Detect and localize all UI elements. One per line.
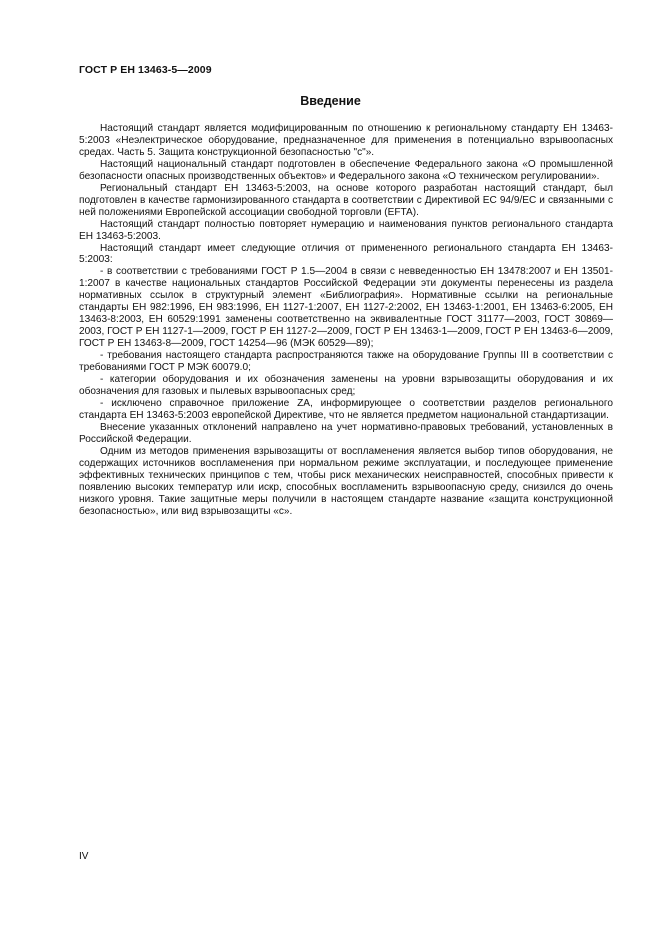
list-item: - категории оборудования и их обозначения заменены на уровни взрывозащиты оборудования и их обозначения для газовых и пылевых взрывоопасных сред; — [79, 374, 613, 397]
document-code: ГОСТ Р ЕН 13463-5—2009 — [79, 64, 212, 76]
paragraph: Одним из методов применения взрывозащиты от воспламенения является выбор типов оборудования, не содержащих источников воспламенения при нормальном режиме эксплуатации, и последующее применение эффективных технических принципов с тем, чтобы риск механических неисправностей, способных привести к появлению высоких температур или искр, способных воспламенить взрывоопасную среду, снизился до очень низкого уровня. Такие защитные меры получили в настоящем стандарте название «защита конструкционной безопасностью», или вид взрывозащиты «с». — [79, 445, 613, 517]
list-item: - в соответствии с требованиями ГОСТ Р 1.5—2004 в связи с невведенностью ЕН 13478:2007 и ЕН 13501-1:2007 в качестве национальных стандартов Российской Федерации эти документы перенесены из раздела нормативных ссылок в структурный элемент «Библиография». Нормативные ссылки на региональные стандарты ЕН 982:1996, ЕН 983:1996, ЕН 1127-1:2007, ЕН 1127-2:2002, ЕН 13463-1:2001, ЕН 13463-6:2005, ЕН 13463-8:2003, ЕН 60529:1991 заменены соответственно на эквивалентные ГОСТ 31177—2003, ГОСТ 30869—2003, ГОСТ Р ЕН 1127-1—2009, ГОСТ Р ЕН 1127-2—2009, ГОСТ Р ЕН 13463-1—2009, ГОСТ Р ЕН 13463-6—2009, ГОСТ Р ЕН 13463-8—2009, ГОСТ 14254—96 (МЭК 60529—89); — [79, 266, 613, 350]
body-text — [79, 123, 613, 517]
page-number: IV — [79, 851, 89, 862]
paragraph: Настоящий стандарт имеет следующие отличия от примененного регионального стандарта ЕН 13463-5:2003: — [79, 242, 613, 266]
paragraph: Настоящий национальный стандарт подготовлен в обеспечение Федерального закона «О промышленной безопасности опасных производственных объектов» и Федерального закона «О техническом регулировании». — [79, 158, 613, 182]
section-title: Введение — [300, 94, 361, 108]
paragraph: Внесение указанных отклонений направлено на учет нормативно-правовых требований, установленных в Российской Федерации. — [79, 421, 613, 445]
paragraph: Региональный стандарт ЕН 13463-5:2003, на основе которого разработан настоящий стандарт, был подготовлен в качестве гармонизированного стандарта в соответствии с Директивой ЕС 94/9/ЕС и связанными с ней положениями Европейской ассоциации свободной торговли (EFTA). — [79, 182, 613, 218]
list-item: - требования настоящего стандарта распространяются также на оборудование Группы III в соответствии с требованиями ГОСТ Р МЭК 60079.0; — [79, 350, 613, 374]
paragraph: Настоящий стандарт полностью повторяет нумерацию и наименования пунктов регионального стандарта ЕН 13463-5:2003. — [79, 218, 613, 242]
paragraph: Настоящий стандарт является модифицированным по отношению к региональному стандарту ЕН 13463-5:2003 «Неэлектрическое оборудование, предназначенное для применения в потенциально взрывоопасных средах. Часть 5. Защита конструкционной безопасностью "с"». — [79, 123, 613, 158]
list-item: - исключено справочное приложение ZA, информирующее о соответствии разделов регионального стандарта ЕН 13463-5:2003 европейской Директиве, что не является предметом национальной стандартизации. — [79, 397, 613, 421]
